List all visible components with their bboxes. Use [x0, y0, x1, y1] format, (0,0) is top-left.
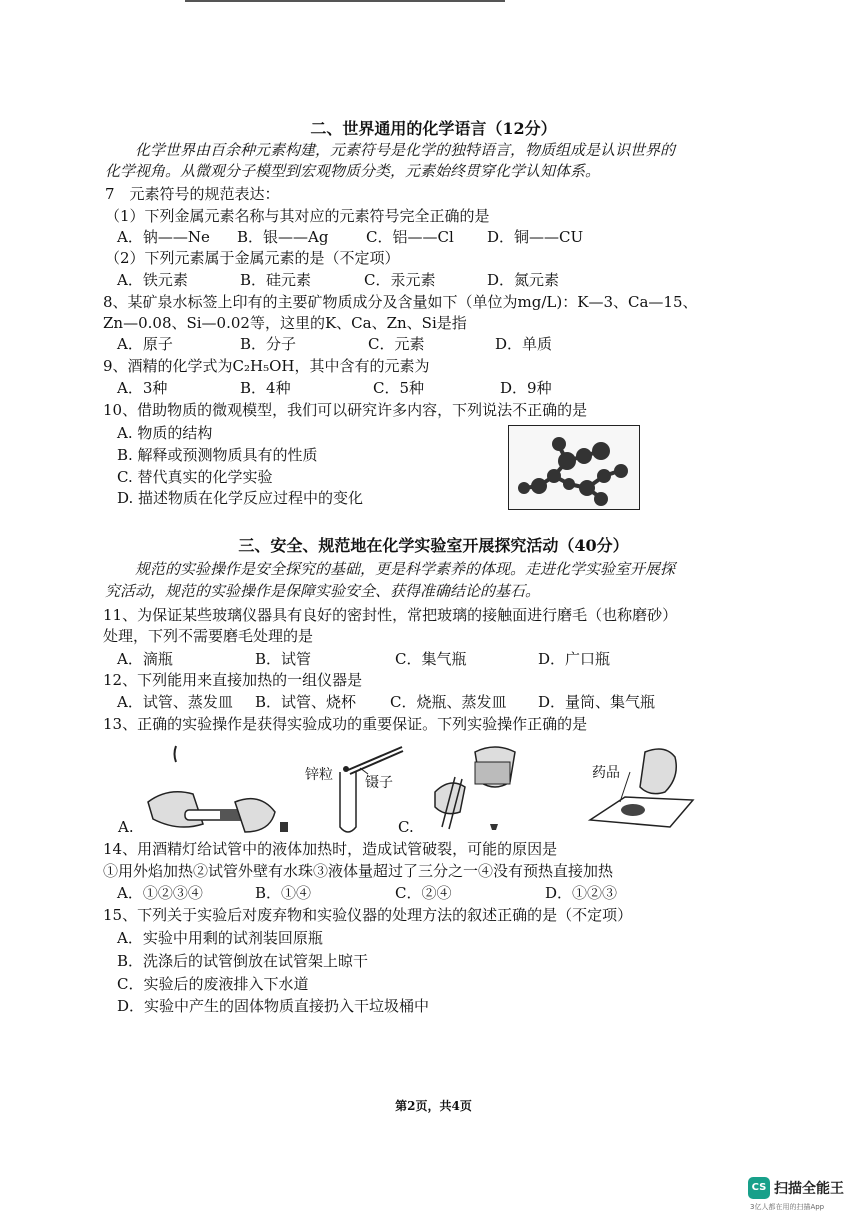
q15-option-c: C．实验后的废液排入下水道 [117, 975, 309, 993]
q7-sub2-option-d: D．氮元素 [487, 271, 560, 289]
q9-option-c: C．5种 [373, 379, 425, 397]
q14-stem: 14、用酒精灯给试管中的液体加热时，造成试管破裂，可能的原因是 [103, 840, 558, 858]
page-number: 第2页，共4页 [395, 1099, 472, 1113]
q10-option-c: C. 替代真实的化学实验 [117, 468, 273, 486]
q10-option-d: D. 描述物质在化学反应过程中的变化 [117, 489, 364, 507]
q8-line2: Zn—0.08、Si—0.02等，这里的K、Ca、Zn、Si是指 [103, 314, 467, 332]
q15-option-d: D．实验中产生的固体物质直接扔入干垃圾桶中 [117, 997, 430, 1015]
q7-sub1-option-b: B．银——Ag [237, 228, 329, 246]
pouring-liquid-image [420, 742, 530, 837]
q7-sub1-option-a: A．钠——Ne [117, 228, 210, 246]
q12-option-b: B．试管、烧杯 [255, 693, 357, 711]
q8-option-d: D．单质 [495, 335, 553, 353]
q12-option-a: A．试管、蒸发皿 [117, 693, 233, 711]
tweezers-label: 镊子 [365, 775, 393, 791]
q14-option-d: D．①②③ [545, 884, 618, 902]
q14-option-a: A．①②③④ [117, 884, 203, 902]
q7-sub2-option-b: B．硅元素 [240, 271, 312, 289]
q7-sub1-option-c: C．铝——Cl [366, 228, 454, 246]
q7-sub1-option-d: D．铜——CU [487, 228, 584, 246]
q8-option-c: C．元素 [368, 335, 425, 353]
q9-stem: 9、酒精的化学式为C₂H₅OH，其中含有的元素为 [103, 357, 430, 375]
scanner-watermark [748, 1177, 858, 1217]
q12-option-d: D．量筒、集气瓶 [538, 693, 656, 711]
q14-option-c: C．②④ [395, 884, 452, 902]
q10-stem: 10、借助物质的微观模型，我们可以研究许多内容，下列说法不正确的是 [103, 401, 588, 419]
q15-option-b: B．洗涤后的试管倒放在试管架上晾干 [117, 952, 369, 970]
q10-option-a: A. 物质的结构 [117, 424, 213, 442]
q9-option-a: A．3种 [117, 379, 168, 397]
q8-option-a: A．原子 [117, 335, 173, 353]
molecule-model-image [508, 425, 640, 510]
q15-option-a: A．实验中用剩的试剂装回原瓶 [117, 929, 323, 947]
camscanner-logo-icon: CS [748, 1177, 770, 1199]
test-tube-hands-image [140, 742, 290, 837]
section3-intro-line1: 规范的实验操作是安全探究的基础，更是科学素养的体现。走进化学实验室开展探 [135, 560, 676, 578]
q9-option-b: B．4种 [240, 379, 291, 397]
section2-title: 二、世界通用的化学语言（12分） [310, 119, 557, 138]
q11-line2: 处理，下列不需要磨毛处理的是 [103, 627, 314, 645]
q11-line1: 11、为保证某些玻璃仪器具有良好的密封性，常把玻璃的接触面进行磨毛（也称磨砂） [103, 606, 678, 624]
drug-label: 药品 [592, 765, 620, 781]
q10-option-b: B. 解释或预测物质具有的性质 [117, 446, 318, 464]
section2-intro-line2: 化学视角。从微观分子模型到宏观物质分类，元素始终贯穿化学认知体系。 [105, 162, 601, 180]
q8-option-b: B．分子 [240, 335, 297, 353]
q7-sub2-option-c: C．汞元素 [364, 271, 436, 289]
q7-sub2: （2）下列元素属于金属元素的是（不定项） [105, 249, 400, 267]
q14-causes: ①用外焰加热②试管外壁有水珠③液体量超过了三分之一④没有预热直接加热 [103, 862, 614, 880]
q7-sub2-option-a: A．铁元素 [117, 271, 188, 289]
q11-option-c: C．集气瓶 [395, 650, 467, 668]
watermark-app-name: 扫描全能王 [774, 1181, 844, 1197]
section3-intro-line2: 究活动，规范的实验操作是保障实验安全、获得准确结论的基石。 [105, 582, 541, 600]
adding-drug-image [585, 742, 695, 837]
q13-option-a-label: A. [118, 818, 134, 836]
q12-option-c: C．烧瓶、蒸发皿 [390, 693, 507, 711]
q15-stem: 15、下列关于实验后对废弃物和实验仪器的处理方法的叙述正确的是（不定项） [103, 906, 633, 924]
q8-line1: 8、某矿泉水标签上印有的主要矿物质成分及含量如下（单位为mg/L)：K—3、Ca—15、 [103, 293, 698, 311]
zinc-label: 锌粒 [305, 767, 333, 783]
q13-stem: 13、正确的实验操作是获得实验成功的重要保证。下列实验操作正确的是 [103, 715, 588, 733]
q13-option-c-label: C. [398, 818, 414, 836]
q12-stem: 12、下列能用来直接加热的一组仪器是 [103, 671, 363, 689]
section2-intro-line1: 化学世界由百余种元素构建，元素符号是化学的独特语言，物质组成是认识世界的 [135, 141, 676, 159]
q14-option-b: B．①④ [255, 884, 312, 902]
q11-option-b: B．试管 [255, 650, 312, 668]
q11-option-a: A．滴瓶 [117, 650, 173, 668]
q7-stem: 7 元素符号的规范表达： [105, 185, 280, 203]
q7-sub1: （1）下列金属元素名称与其对应的元素符号完全正确的是 [105, 207, 490, 225]
section3-title: 三、安全、规范地在化学实验室开展探究活动（40分） [238, 536, 629, 555]
watermark-tagline: 3亿人都在用的扫描App [750, 1203, 825, 1211]
top-edge-line [185, 0, 505, 2]
q11-option-d: D．广口瓶 [538, 650, 611, 668]
q9-option-d: D．9种 [500, 379, 552, 397]
